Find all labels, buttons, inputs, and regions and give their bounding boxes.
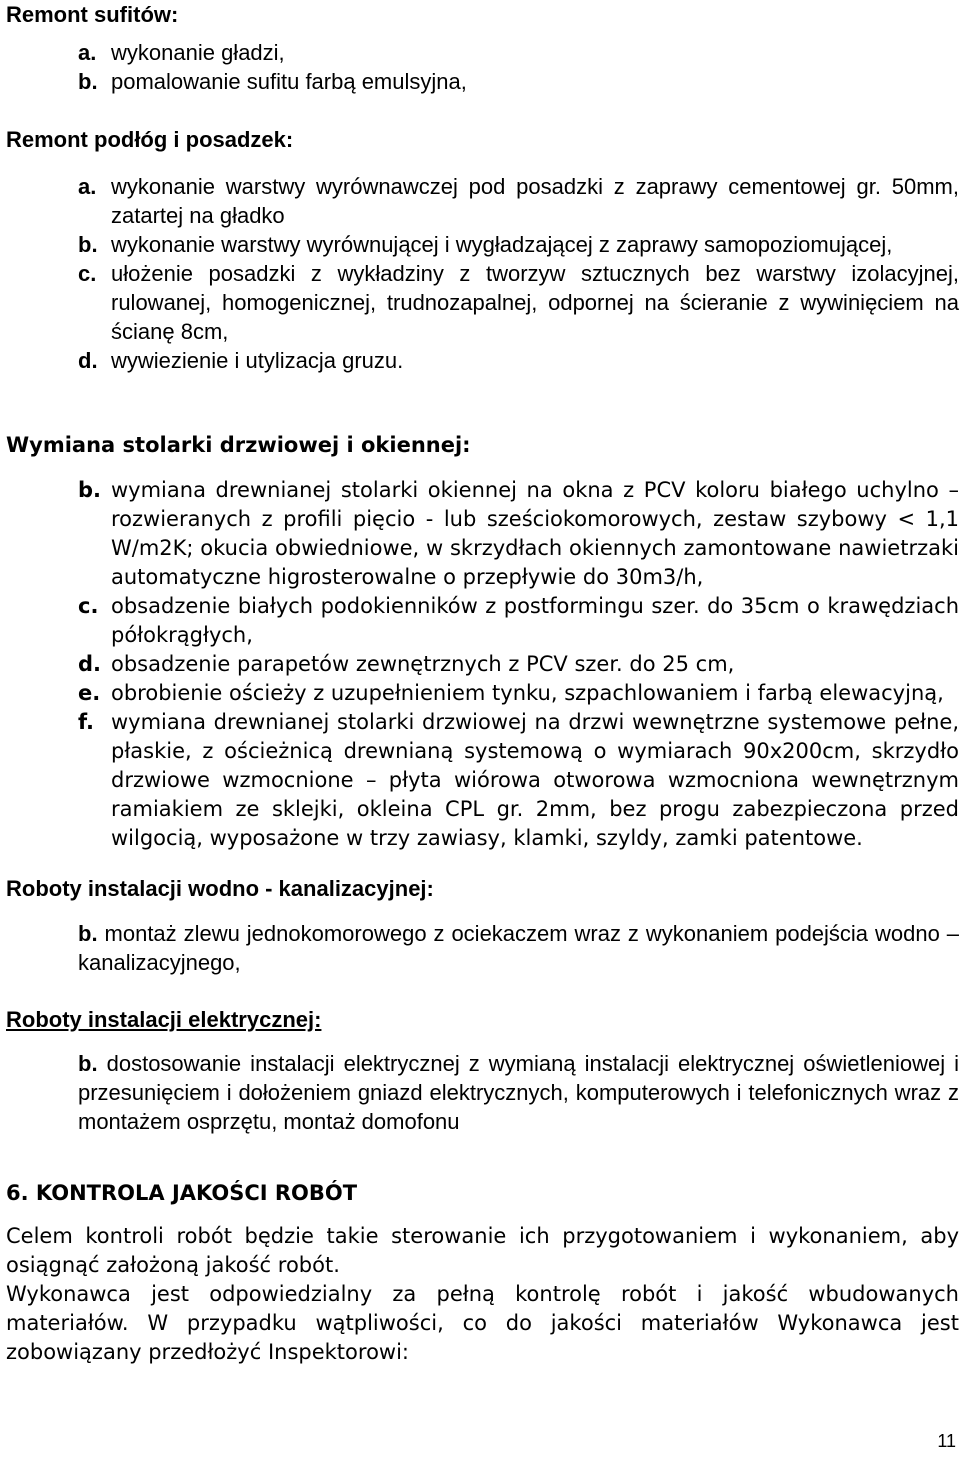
list-item: a. wykonanie gładzi, — [78, 40, 285, 65]
list-item: d. obsadzenie parapetów zewnętrznych z PCV szer. do 25 cm, — [78, 652, 735, 676]
section-heading-joinery: Wymiana stolarki drzwiowej i okiennej: — [6, 433, 471, 457]
joinery-list — [6, 476, 959, 853]
section-heading-electrical: Roboty instalacji elektrycznej: — [6, 1007, 322, 1032]
list-item: e. obrobienie ościeży z uzupełnieniem tynku, szpachlowaniem i farbą elewacyjną, — [78, 681, 944, 705]
quality-control-body — [6, 1222, 959, 1367]
electrical-item: b. dostosowanie instalacji elektrycznej z wymianą instalacji elektrycznej oświetleniowej i przesunięciem i dołożeniem gniazd elektrycznych, komputerowych i telefonicznych wraz z montażem osprzętu, montaż domofonu — [78, 1051, 959, 1134]
list-item: b. wymiana drewnianej stolarki okiennej na okna z PCV koloru białego uchylno – rozwieranych z profili pięcio - lub sześciokomorowych, zestaw szybowy < 1,1 W/m2K; okucia obwiedniowe, w skrzydłach okiennych zamontowane nawietrzaki automatyczne higrosterowalne o przepływie do 30m3/h, — [78, 478, 959, 589]
paragraph: Wykonawca jest odpowiedzialny za pełną kontrolę robót i jakość wbudowanych materiałów. W przypadku wątpliwości, co do jakości materiałów Wykonawca jest zobowiązany przedłożyć Inspektorowi: — [6, 1282, 959, 1364]
list-item: b. pomalowanie sufitu farbą emulsyjna, — [78, 69, 467, 94]
list-item: c. ułożenie posadzki z wykładziny z tworzyw sztucznych bez warstwy izolacyjnej, rulowanej, homogenicznej, trudnozapalnej, odpornej na ścieranie z wywinięciem na ścianę 8cm, — [78, 261, 959, 344]
ceilings-list — [6, 38, 959, 96]
plumbing-item: b. montaż zlewu jednokomorowego z ociekaczem wraz z wykonaniem podejścia wodno – kanalizacyjnego, — [78, 921, 959, 975]
list-item: a. wykonanie warstwy wyrównawczej pod posadzki z zaprawy cementowej gr. 50mm, zatartej na gładko — [78, 174, 959, 228]
list-item: c. obsadzenie białych podokienników z postformingu szer. do 35cm o krawędziach półokrągłych, — [78, 594, 959, 647]
list-item: b. wykonanie warstwy wyrównującej i wygładzającej z zaprawy samopoziomującej, — [78, 232, 893, 257]
paragraph: Celem kontroli robót będzie takie sterowanie ich przygotowaniem i wykonaniem, aby osiągnąć założoną jakość robót. — [6, 1224, 959, 1277]
section-heading-floors: Remont podłóg i posadzek: — [6, 127, 294, 152]
section-heading-ceilings: Remont sufitów: — [6, 2, 179, 27]
list-item: d. wywiezienie i utylizacja gruzu. — [78, 348, 404, 373]
floors-list — [6, 172, 959, 375]
section-heading-quality-control: 6. KONTROLA JAKOŚCI ROBÓT — [6, 1181, 358, 1205]
section-heading-plumbing: Roboty instalacji wodno - kanalizacyjnej: — [6, 876, 434, 901]
page-number: 11 — [937, 1431, 956, 1451]
list-item: f. wymiana drewnianej stolarki drzwiowej na drzwi wewnętrzne systemowe pełne, płaskie, z ościeżnicą drewnianą systemową o wymiarach 90x200cm, skrzydło drzwiowe wzmocnione – płyta wiórowa otworowa wzmocniona wewnętrznym ramiakiem ze sklejki, okleina CPL gr. 2mm, bez progu zabezpieczona przed wilgocią, wyposażone w trzy zawiasy, klamki, szyldy, zamki patentowe. — [78, 710, 959, 850]
